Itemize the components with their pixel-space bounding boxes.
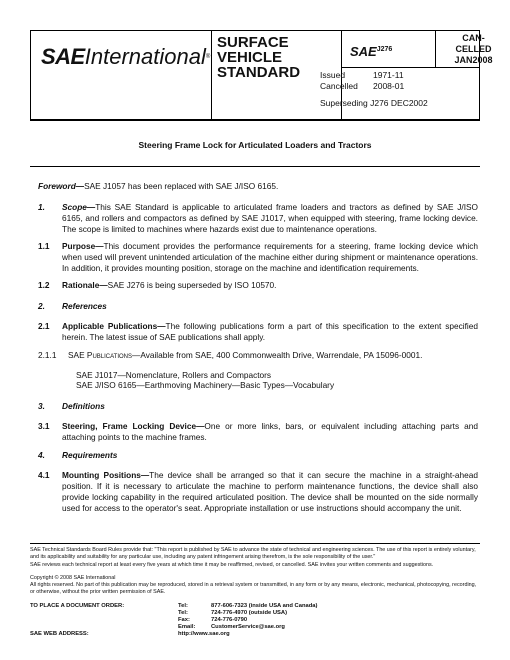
phone-link[interactable]: 724-776-4970 (outside USA) xyxy=(211,610,288,616)
section-label: Purpose— xyxy=(62,241,104,251)
foreword-text: SAE J1057 has been replaced with SAE J/ISO 6165. xyxy=(84,181,279,191)
document-number xyxy=(350,44,393,59)
section-number: 3.1 xyxy=(38,421,50,431)
section-heading-references: References xyxy=(62,301,107,311)
section-label: Scope— xyxy=(62,202,96,212)
doc-sae: SAE xyxy=(350,44,377,59)
section-text: The following publications form a part of this specification to the extent specified herein. The latest issue of SAE publications shall apply. xyxy=(62,321,479,342)
title-rule xyxy=(30,166,480,167)
logo-international: International xyxy=(84,44,206,69)
issue-dates xyxy=(320,70,404,92)
section-scope xyxy=(62,202,478,235)
status-line: CAN- xyxy=(462,33,485,43)
section-heading-requirements: Requirements xyxy=(62,450,118,460)
section-number: 2.1.1 xyxy=(38,350,57,360)
standard-type xyxy=(217,35,300,80)
foreword xyxy=(38,181,478,192)
web-link[interactable]: http://www.sae.org xyxy=(178,631,230,637)
section-text: —Available from SAE, 400 Commonwealth Drive, Warrendale, PA 15096-0001. xyxy=(132,350,423,360)
section-number: 1.2 xyxy=(38,280,50,290)
section-label: Mounting Positions— xyxy=(62,470,150,480)
title-rule xyxy=(30,120,480,121)
footer-copyright: Copyright © 2008 SAE International xyxy=(30,575,116,581)
footer-review: SAE reviews each technical report at least every five years at which time it may be reaffirmed, revised, or cancelled. SAE invites your written comments and suggestions. xyxy=(30,562,434,568)
section-rationale xyxy=(62,280,478,291)
cancelled-label: Cancelled xyxy=(320,81,358,91)
standard-type-line: VEHICLE xyxy=(217,49,283,66)
document-title: Steering Frame Lock for Articulated Loaders and Tractors xyxy=(138,140,372,150)
superseding: Superseding J276 DEC2002 xyxy=(320,98,428,108)
section-number: 2. xyxy=(38,301,45,311)
section-number: 1.1 xyxy=(38,241,50,251)
section-label: Rationale— xyxy=(62,280,108,290)
status-line: CELLED xyxy=(455,44,492,54)
fax-number: 724-776-0790 xyxy=(211,617,248,623)
contact-label: Tel: xyxy=(178,610,188,616)
section-text: SAE J276 is being superseded by ISO 10570. xyxy=(107,280,277,290)
web-label: SAE WEB ADDRESS: xyxy=(30,631,89,637)
contact-label: Email: xyxy=(178,624,196,630)
footer-rights: All rights reserved. No part of this publication may be reproduced, stored in a retrieval system or transmitted, in any form or by any means, electronic, mechanical, photocopying, recording, or otherwise, without the prior written permission of SAE. xyxy=(30,582,477,595)
section-text: One or more links, bars, or equivalent including attaching parts and attaching points to the machine frames. xyxy=(62,421,478,442)
reference-item: SAE J1017—Nomenclature, Rollers and Compactors xyxy=(76,370,272,380)
sae-international-logo xyxy=(41,45,210,69)
contact-label: Tel: xyxy=(178,603,188,609)
section-number: 1. xyxy=(38,202,45,212)
section-number: 3. xyxy=(38,401,45,411)
section-number: 4.1 xyxy=(38,470,50,480)
foreword-label: Foreword— xyxy=(38,181,85,191)
footer-rule xyxy=(30,543,480,544)
order-label: TO PLACE A DOCUMENT ORDER: xyxy=(30,603,125,609)
footer-rules: SAE Technical Standards Board Rules provide that: "This report is published by SAE to advance the state of technical and engineering sciences. The use of this report is entirely voluntary, and its applicability and suitability for any particular use, including any patent infringement arising therefrom, is the sole responsibility of the user." xyxy=(30,547,476,560)
standard-type-line: STANDARD xyxy=(217,64,301,81)
issued-label: Issued xyxy=(320,70,346,80)
contact-label: Fax: xyxy=(178,617,190,623)
header-divider xyxy=(211,31,212,119)
email-link[interactable]: CustomerService@sae.org xyxy=(211,624,285,630)
section-label: Applicable Publications— xyxy=(62,321,166,331)
phone-link[interactable]: 877-606-7323 (inside USA and Canada) xyxy=(211,603,318,609)
status-line: JAN2008 xyxy=(454,55,493,65)
cancelled-value: 2008-01 xyxy=(373,81,405,91)
section-definition-steering xyxy=(62,421,478,443)
logo-tm: ® xyxy=(205,54,211,60)
reference-item: SAE J/ISO 6165—Earthmoving Machinery—Basic Types—Vocabulary xyxy=(76,380,335,390)
section-sae-publications xyxy=(68,350,478,361)
section-text: The device shall be arranged so that it can secure the machine in a straight-ahead position. If it is necessary to articulate the machine to perform maintenance functions, the device shall also provide locking capability in the required articulated position. The device shall be mounted on the side normally used for access to the operator's seat. Appropriate installation or use instructions should accompany the unit. xyxy=(62,470,478,513)
header-divider xyxy=(341,67,479,68)
section-label: SAE Publications xyxy=(68,350,133,360)
section-label: Steering, Frame Locking Device— xyxy=(62,421,205,431)
section-mounting-positions xyxy=(62,470,478,514)
status-badge xyxy=(436,33,510,66)
section-number: 2.1 xyxy=(38,321,50,331)
section-purpose xyxy=(62,241,478,274)
issued-value: 1971-11 xyxy=(373,70,404,80)
section-text: This document provides the performance requirements for a steering, frame locking device which when used will prevent unintended articulation of the machine either during shipment or maintenance operations. In addition, it provides mounting position, storage on the machine and identification requirements. xyxy=(62,241,478,273)
section-text: This SAE Standard is applicable to articulated frame loaders and tractors as defined by SAE J/ISO 6165, and rollers and compactors as defined by SAE J1017, when equipped with steering, frame locking device. The scope is limited to machines where hazards exist due to maintenance operations. xyxy=(62,202,478,234)
section-number: 4. xyxy=(38,450,45,460)
logo-sae: SAE xyxy=(41,44,85,69)
doc-number: J276 xyxy=(376,46,393,53)
section-applicable-publications xyxy=(62,321,478,343)
standard-type-line: SURFACE xyxy=(217,34,289,51)
section-heading-definitions: Definitions xyxy=(62,401,105,411)
